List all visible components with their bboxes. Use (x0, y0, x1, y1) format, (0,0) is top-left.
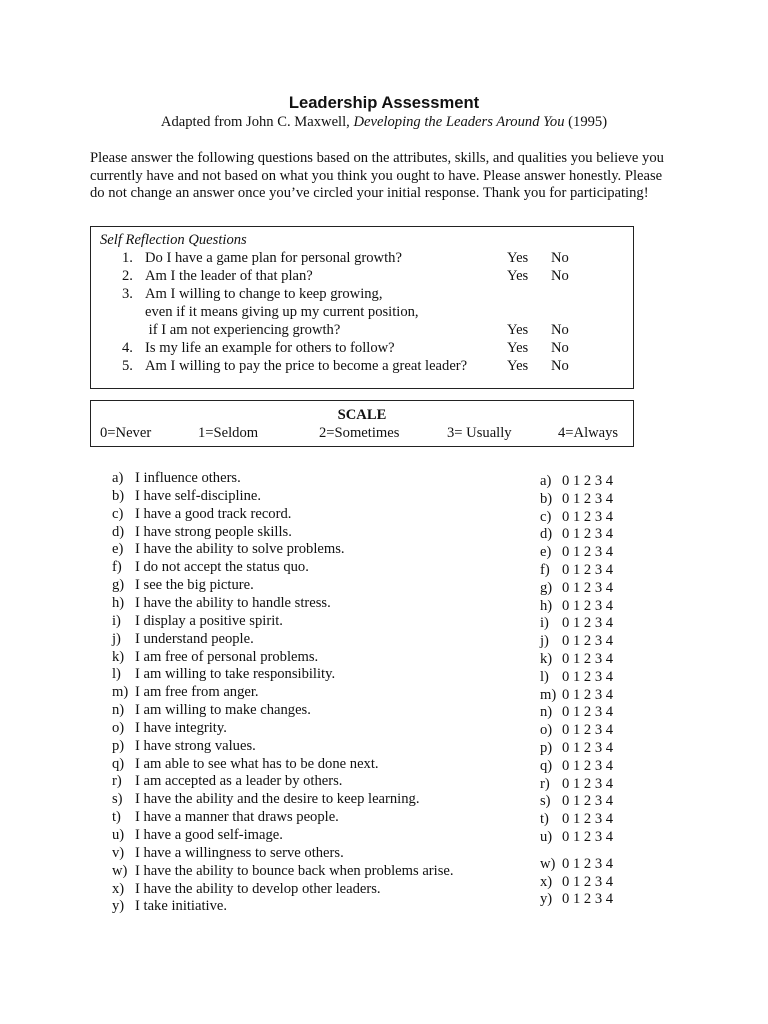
question-text: Am I willing to pay the price to become a great leader? (145, 358, 468, 374)
answer-scale-values[interactable]: 0 1 2 3 4 (562, 615, 614, 632)
statement-item (112, 613, 283, 630)
answer-scale-item[interactable] (540, 874, 613, 891)
statement-letter: r) (112, 773, 122, 790)
answer-letter: w) (540, 855, 556, 872)
statement-text: I display a positive spirit. (135, 612, 283, 629)
statement-letter: p) (112, 737, 125, 754)
answer-scale-item[interactable] (540, 562, 613, 579)
answer-letter: j) (540, 633, 549, 650)
answer-letter: b) (540, 490, 553, 507)
reflection-question-5 (91, 358, 635, 376)
statement-text: I have the ability to develop other leaders. (135, 880, 381, 897)
answer-scale-item[interactable] (540, 473, 613, 490)
answer-scale-values[interactable]: 0 1 2 3 4 (562, 597, 614, 614)
statement-letter: j) (112, 630, 121, 647)
question-text: Am I willing to change to keep growing, (145, 286, 383, 302)
statement-item (112, 827, 283, 844)
answer-scale-item[interactable] (540, 891, 613, 908)
answer-scale-values[interactable]: 0 1 2 3 4 (562, 562, 614, 578)
statement-text: I have the ability to handle stress. (135, 594, 331, 611)
statement-text: I have the ability to bounce back when problems arise. (135, 862, 454, 879)
reflection-question-4 (91, 340, 635, 358)
scale-box (90, 400, 634, 447)
answer-scale-values[interactable]: 0 1 2 3 4 (562, 651, 614, 667)
answer-letter: e) (540, 544, 552, 561)
statement-letter: k) (112, 648, 125, 665)
page-title: Leadership Assessment (288, 93, 480, 112)
answer-scale-values[interactable]: 0 1 2 3 4 (562, 757, 614, 774)
statement-letter: v) (112, 844, 125, 861)
statement-text: I am able to see what has to be done next. (135, 755, 379, 772)
statement-item (112, 809, 339, 826)
statement-text: I see the big picture. (135, 577, 254, 594)
answer-scale-item[interactable] (540, 856, 613, 873)
statement-letter: f) (112, 559, 122, 576)
answer-scale-values[interactable]: 0 1 2 3 4 (562, 775, 614, 792)
subtitle (0, 114, 768, 131)
statement-item (112, 649, 318, 666)
reflection-question-3 (91, 286, 635, 304)
statement-letter: t) (112, 809, 121, 826)
intro-paragraph: Please answer the following questions based on the attributes, skills, and qualities you believe you currently have and not based on what you think you ought to have. Please answer honestly. Please do not change an answer once you’ve circled your initial response. Thank you for participating! (90, 150, 664, 202)
statement-item (112, 791, 419, 808)
statement-item (112, 738, 256, 755)
scale-usually: 3= Usually (447, 425, 512, 441)
yes-option[interactable]: Yes (507, 358, 529, 374)
statement-item (112, 666, 335, 683)
question-text: Am I the leader of that plan? (145, 268, 313, 284)
statement-item (112, 773, 342, 790)
answer-scale-item[interactable] (540, 615, 613, 632)
statement-letter: b) (112, 487, 125, 504)
statement-letter: a) (112, 470, 124, 486)
reflection-question-1 (91, 250, 635, 268)
answer-scale-values[interactable]: 0 1 2 3 4 (562, 704, 614, 721)
answer-scale-values[interactable]: 0 1 2 3 4 (562, 526, 614, 543)
statement-item (112, 524, 292, 541)
statement-letter: u) (112, 827, 125, 843)
statement-item (112, 631, 254, 648)
answer-scale-item[interactable] (540, 491, 613, 508)
statement-letter: g) (112, 577, 125, 594)
statement-letter: w) (112, 862, 128, 879)
answer-letter: s) (540, 793, 551, 810)
self-reflection-heading: Self Reflection Questions (100, 232, 247, 248)
answer-scale-item[interactable] (540, 704, 613, 721)
yes-option[interactable]: Yes (507, 250, 529, 266)
answer-scale-values[interactable]: 0 1 2 3 4 (562, 873, 614, 890)
answer-letter: d) (540, 526, 553, 543)
statement-item (112, 756, 379, 773)
answer-letter: k) (540, 651, 553, 667)
question-number: 1. (122, 250, 133, 266)
statement-text: I have a willingness to serve others. (135, 844, 344, 861)
no-option[interactable]: No (551, 250, 569, 266)
statement-letter: o) (112, 719, 125, 736)
answer-scale-values[interactable]: 0 1 2 3 4 (562, 668, 614, 685)
statement-item (112, 488, 261, 505)
self-reflection-box (90, 226, 634, 389)
no-option[interactable]: No (551, 340, 569, 356)
statement-text: I am free from anger. (135, 684, 259, 701)
question-number: 3. (122, 286, 133, 302)
statement-item (112, 541, 345, 558)
statement-letter: m) (112, 684, 129, 701)
yes-option[interactable]: Yes (507, 340, 529, 356)
answer-letter: a) (540, 473, 552, 489)
answer-letter: x) (540, 873, 553, 890)
answer-scale-values[interactable]: 0 1 2 3 4 (562, 490, 614, 507)
answer-letter: u) (540, 829, 553, 845)
question-text: Is my life an example for others to follow? (145, 340, 395, 356)
statement-text: I have a good self-image. (135, 827, 283, 843)
answer-letter: c) (540, 508, 552, 525)
statement-item (112, 684, 259, 701)
answer-letter: p) (540, 740, 553, 756)
answer-scale-values[interactable]: 0 1 2 3 4 (562, 855, 614, 872)
answer-letter: o) (540, 722, 553, 739)
answer-letter: n) (540, 704, 553, 721)
subtitle-prefix: Adapted from John C. Maxwell, (160, 114, 354, 130)
answer-scale-item[interactable] (540, 669, 613, 686)
statement-letter: q) (112, 755, 125, 772)
answer-letter: q) (540, 757, 553, 774)
statement-item (112, 470, 241, 487)
statement-letter: d) (112, 523, 125, 540)
statement-text: I have self-discipline. (135, 487, 262, 504)
statement-letter: e) (112, 541, 124, 558)
statement-letter: l) (112, 666, 121, 683)
statement-text: I am accepted as a leader by others. (135, 773, 343, 790)
statement-text: I take initiative. (135, 898, 227, 915)
answer-scale-values[interactable]: 0 1 2 3 4 (562, 829, 614, 845)
answer-scale-values[interactable]: 0 1 2 3 4 (562, 793, 614, 810)
answer-scale-item[interactable] (540, 811, 613, 828)
answer-letter: g) (540, 579, 553, 596)
statement-text: I have a good track record. (135, 505, 292, 522)
reflection-question-2 (91, 268, 635, 286)
answer-scale-item[interactable] (540, 793, 613, 810)
answer-scale-item[interactable] (540, 740, 613, 757)
question-number: 4. (122, 340, 133, 356)
scale-sometimes: 2=Sometimes (319, 425, 400, 441)
statement-text: I have the ability and the desire to keep learning. (135, 791, 420, 808)
statement-item (112, 863, 454, 880)
scale-never: 0=Never (100, 425, 152, 441)
answer-scale-item[interactable] (540, 651, 613, 668)
statement-item (112, 845, 344, 862)
question-text: even if it means giving up my current position, (145, 304, 419, 320)
answer-letter: i) (540, 615, 549, 632)
question-number: 5. (122, 358, 133, 374)
answer-scale-item[interactable] (540, 526, 613, 543)
answer-letter: h) (540, 597, 553, 614)
answer-scale-item[interactable] (540, 580, 613, 597)
answer-scale-values[interactable]: 0 1 2 3 4 (562, 508, 614, 525)
answer-letter: t) (540, 811, 549, 828)
statement-text: I am willing to make changes. (135, 702, 311, 719)
answer-scale-values[interactable]: 0 1 2 3 4 (562, 579, 614, 596)
answer-scale-item[interactable] (540, 633, 613, 650)
yes-option[interactable]: Yes (507, 322, 529, 338)
statement-text: I have strong values. (135, 737, 256, 754)
statement-text: I have the ability to solve problems. (135, 541, 345, 558)
statement-item (112, 720, 227, 737)
statement-letter: i) (112, 612, 121, 629)
subtitle-suffix: (1995) (564, 114, 608, 130)
no-option[interactable]: No (551, 268, 569, 284)
statement-letter: n) (112, 702, 125, 719)
answer-scale-item[interactable] (540, 544, 613, 561)
statement-text: I am willing to take responsibility. (135, 666, 336, 683)
statement-item (112, 506, 291, 523)
statement-item (112, 702, 311, 719)
answer-scale-item[interactable] (540, 776, 613, 793)
statement-text: I have strong people skills. (135, 523, 292, 540)
statement-text: I influence others. (135, 470, 241, 486)
question-text: if I am not experiencing growth? (145, 322, 341, 338)
answer-scale-item[interactable] (540, 758, 613, 775)
statement-text: I have a manner that draws people. (135, 809, 339, 826)
answer-scale-values[interactable]: 0 1 2 3 4 (562, 473, 614, 489)
answer-letter: m) (540, 686, 557, 703)
answer-letter: l) (540, 668, 549, 685)
answer-scale-item[interactable] (540, 722, 613, 739)
statement-letter: c) (112, 505, 124, 522)
statement-text: I am free of personal problems. (135, 648, 319, 665)
answer-letter: f) (540, 562, 550, 578)
statement-item (112, 898, 227, 915)
answer-letter: y) (540, 891, 553, 908)
statement-text: I do not accept the status quo. (135, 559, 309, 576)
scale-title: SCALE (337, 407, 387, 423)
statement-item (112, 881, 381, 898)
question-number: 2. (122, 268, 133, 284)
scale-seldom: 1=Seldom (198, 425, 259, 441)
answer-scale-values[interactable]: 0 1 2 3 4 (562, 722, 614, 739)
answer-scale-values[interactable]: 0 1 2 3 4 (562, 686, 614, 703)
statement-letter: h) (112, 594, 125, 611)
no-option[interactable]: No (551, 322, 569, 338)
answer-scale-item[interactable] (540, 509, 613, 526)
scale-always: 4=Always (558, 425, 619, 441)
answer-scale-values[interactable]: 0 1 2 3 4 (562, 633, 614, 650)
answer-scale-item[interactable] (540, 598, 613, 615)
reflection-question-3-line-3 (91, 322, 635, 340)
answer-scale-item[interactable] (540, 829, 613, 846)
statement-letter: y) (112, 898, 125, 915)
answer-scale-item[interactable] (540, 687, 613, 704)
statement-item (112, 577, 254, 594)
statement-letter: s) (112, 791, 123, 808)
statement-text: I have integrity. (135, 719, 227, 736)
answer-letter: r) (540, 775, 550, 792)
answer-scale-values[interactable]: 0 1 2 3 4 (562, 811, 614, 828)
reflection-question-3-line-2 (91, 304, 635, 322)
question-text: Do I have a game plan for personal growth? (145, 250, 402, 266)
answer-scale-values[interactable]: 0 1 2 3 4 (562, 891, 614, 908)
answer-scale-values[interactable]: 0 1 2 3 4 (562, 740, 614, 756)
statement-item (112, 595, 331, 612)
statement-text: I understand people. (135, 630, 254, 647)
answer-scale-values[interactable]: 0 1 2 3 4 (562, 544, 614, 561)
no-option[interactable]: No (551, 358, 569, 374)
book-title: Developing the Leaders Around You (353, 114, 565, 130)
statement-letter: x) (112, 880, 125, 897)
yes-option[interactable]: Yes (507, 268, 529, 284)
statement-item (112, 559, 309, 576)
